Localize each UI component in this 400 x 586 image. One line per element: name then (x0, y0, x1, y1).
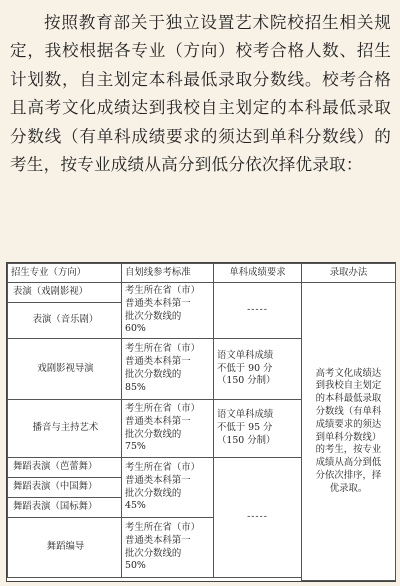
method-cell: 高考文化成绩达 到我校自主划定 的本科最低录取 分数线（有单科 成绩要求的须达 到单科分数线） 的考生，按专业 成绩从高分到低 分依次排序，择 优录取。 (302, 283, 396, 581)
intro-paragraph: 按照教育部关于独立设置艺术院校招生相关规定，我校根据各专业（方向）校考合格人数、招生计划数，自主划定本科最低录取分数线。校考合格且高考文化成绩达到我校自主划定的本科最低录取分数线（有单科成绩要求的须达到单科分数线）的考生，按专业成绩从高分到低分依次择优录取： (10, 13, 391, 175)
major-cell: 播音与主持艺术 (8, 400, 122, 458)
standard-cell: 考生所在省（市） 普通类本科第一 批次分数线的 45% (122, 458, 214, 518)
header-major: 招生专业（方向） (8, 264, 122, 283)
major-cell: 表演（戏剧影视） (8, 283, 122, 303)
major-cell: 舞蹈表演（芭蕾舞） (8, 458, 122, 478)
major-cell: 舞蹈表演（中国舞） (8, 478, 122, 498)
single-subject-cell: ----- (214, 283, 302, 339)
standard-cell: 考生所在省（市） 普通类本科第一 批次分数线的 85% (122, 339, 214, 400)
major-cell: 舞蹈表演（国标舞） (8, 498, 122, 518)
standard-cell: 考生所在省（市） 普通类本科第一 批次分数线的 75% (122, 400, 214, 458)
single-subject-cell: 语文单科成绩 不低于 90 分 （150 分制） (214, 339, 302, 400)
single-subject-cell: ----- (214, 458, 302, 578)
major-cell: 戏剧影视导演 (8, 339, 122, 400)
header-single-subject: 单科成绩要求 (214, 264, 302, 283)
standard-cell: 考生所在省（市） 普通类本科第一 批次分数线的 60% (122, 283, 214, 339)
header-method: 录取办法 (302, 264, 396, 283)
major-cell: 舞蹈编导 (8, 518, 122, 578)
header-standard: 自划线参考标准 (122, 264, 214, 283)
major-cell: 表演（音乐剧） (8, 303, 122, 339)
single-subject-cell: 语文单科成绩 不低于 95 分 （150 分制） (214, 400, 302, 458)
admission-table (6, 262, 396, 582)
standard-cell: 考生所在省（市） 普通类本科第一 批次分数线的 50% (122, 518, 214, 578)
